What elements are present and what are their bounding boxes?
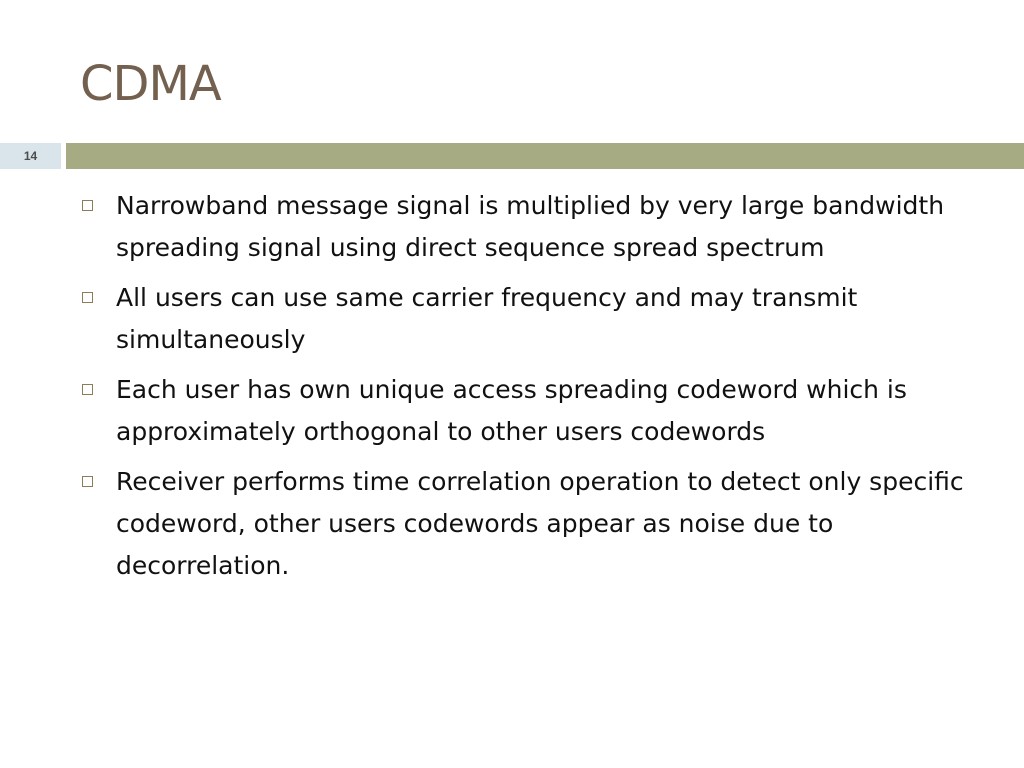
bullet-text: Receiver performs time correlation operation to detect only specific codeword, other users codewords appear as noise due to decorrelation.: [116, 467, 964, 580]
square-bullet-icon: [82, 200, 93, 211]
page-number-box: [0, 143, 61, 169]
square-bullet-icon: [82, 292, 93, 303]
square-bullet-icon: [82, 476, 93, 487]
accent-bar: [66, 143, 1024, 169]
bullet-item: [80, 277, 980, 361]
bullet-text: Each user has own unique access spreading codeword which is approximately orthogonal to other users codewords: [116, 375, 907, 446]
bullet-list: [80, 185, 980, 595]
bullet-item: [80, 461, 980, 587]
slide-title: CDMA: [80, 56, 221, 112]
bullet-text: All users can use same carrier frequency and may transmit simultaneously: [116, 283, 858, 354]
bullet-item: [80, 369, 980, 453]
page-number: 14: [23, 149, 38, 163]
square-bullet-icon: [82, 384, 93, 395]
bullet-text: Narrowband message signal is multiplied by very large bandwidth spreading signal using direct sequence spread spectrum: [116, 191, 945, 262]
bullet-item: [80, 185, 980, 269]
